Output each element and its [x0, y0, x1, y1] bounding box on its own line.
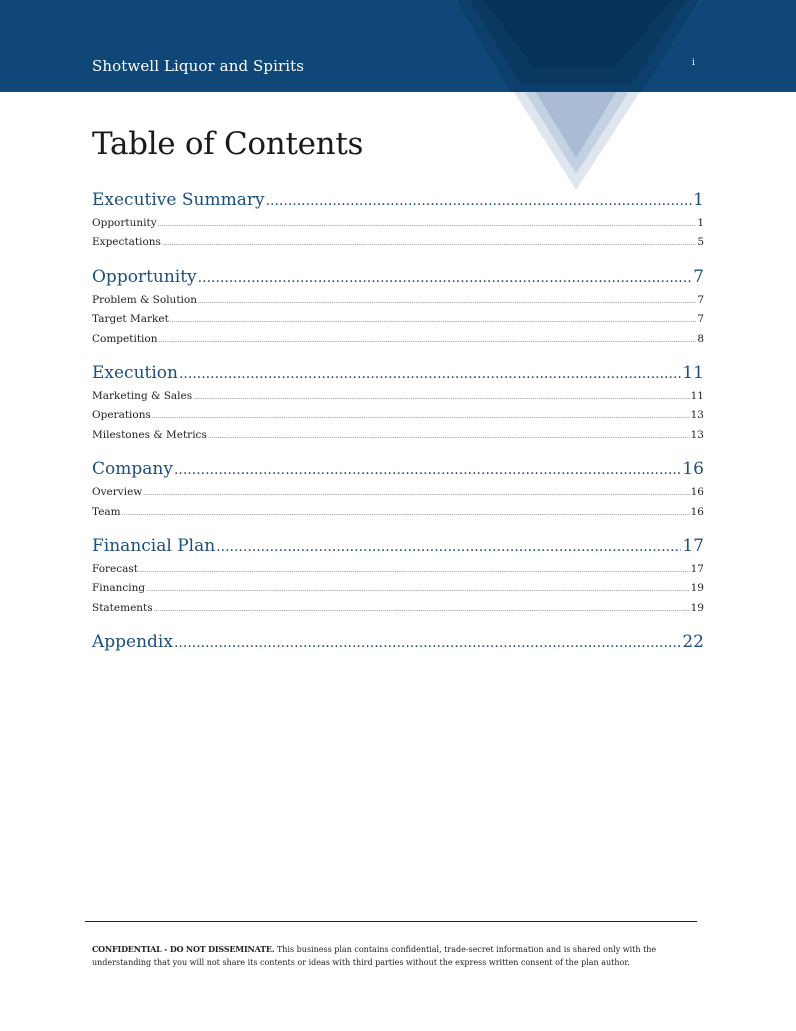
dot-leader — [154, 600, 690, 618]
toc-item-link[interactable] — [92, 599, 704, 618]
toc-item-page: 19 — [690, 582, 704, 595]
toc-item-link[interactable] — [92, 483, 704, 502]
toc-heading-link[interactable] — [92, 532, 704, 560]
toc-item-label: Overview — [92, 486, 143, 499]
dot-leader — [122, 504, 690, 522]
toc-item-label: Marketing & Sales — [92, 389, 193, 402]
dot-leader — [170, 311, 697, 329]
toc-heading-label: Executive Summary — [92, 190, 265, 210]
dot-leader — [193, 388, 690, 406]
dot-leader — [159, 331, 697, 349]
toc-item-link[interactable] — [92, 579, 704, 598]
toc-item-label: Statements — [92, 601, 153, 614]
toc-section-opportunity — [92, 263, 704, 349]
page-title: Table of Contents — [92, 126, 364, 162]
toc-heading-label: Financial Plan — [92, 535, 216, 556]
toc-item-page: 1 — [697, 217, 704, 229]
dot-leader — [198, 292, 696, 310]
toc-heading-link[interactable] — [92, 186, 704, 214]
dot-leader — [139, 561, 690, 579]
toc-item-page: 11 — [690, 389, 704, 402]
toc-heading-label: Execution — [92, 362, 178, 383]
toc-item-link[interactable] — [92, 406, 704, 425]
dot-leader — [179, 360, 681, 387]
toc-item-label: Team — [92, 505, 121, 518]
dot-leader — [152, 407, 690, 425]
toc-section-execution — [92, 359, 704, 445]
dot-leader — [266, 187, 693, 214]
toc-item-page: 19 — [690, 601, 704, 614]
toc-heading-page: 16 — [682, 459, 704, 480]
toc-item-link[interactable] — [92, 310, 704, 329]
page-number: i — [692, 58, 695, 68]
toc-heading-page: 7 — [693, 266, 704, 287]
dot-leader — [174, 456, 681, 483]
dot-leader — [174, 629, 681, 656]
notice-label: CONFIDENTIAL - DO NOT DISSEMINATE. — [92, 944, 275, 954]
toc-item-page: 17 — [690, 562, 704, 575]
dot-leader — [198, 264, 693, 291]
toc-item-link[interactable] — [92, 560, 704, 579]
toc-heading-link[interactable] — [92, 455, 704, 483]
toc-item-link[interactable] — [92, 214, 704, 233]
toc-heading-page: 17 — [682, 535, 704, 556]
dot-leader — [143, 484, 689, 502]
toc-section-appendix — [92, 628, 704, 656]
toc-heading-label: Appendix — [92, 632, 173, 653]
dot-leader — [216, 533, 681, 560]
toc-item-page: 13 — [690, 428, 704, 441]
toc-item-page: 8 — [697, 332, 704, 345]
toc-item-label: Problem & Solution — [92, 293, 197, 306]
toc-item-page: 16 — [690, 486, 704, 499]
toc-item-label: Forecast — [92, 562, 139, 575]
toc-heading-label: Company — [92, 459, 173, 480]
toc-item-link[interactable] — [92, 387, 704, 406]
toc-item-label: Operations — [92, 409, 151, 422]
toc-section-executive-summary — [92, 186, 704, 253]
table-of-contents — [92, 186, 704, 666]
toc-heading-link[interactable] — [92, 263, 704, 291]
toc-heading-link[interactable] — [92, 628, 704, 656]
toc-item-label: Financing — [92, 582, 146, 595]
toc-section-company — [92, 455, 704, 522]
toc-item-link[interactable] — [92, 426, 704, 445]
toc-heading-page: 11 — [682, 362, 704, 383]
toc-item-page: 16 — [690, 505, 704, 518]
toc-item-link[interactable] — [92, 330, 704, 349]
toc-item-link[interactable] — [92, 291, 704, 310]
toc-heading-page: 22 — [682, 632, 704, 653]
toc-item-page: 13 — [690, 409, 704, 422]
toc-heading-label: Opportunity — [92, 266, 197, 287]
footer-divider — [85, 921, 697, 922]
toc-item-label: Target Market — [92, 313, 169, 326]
toc-heading-link[interactable] — [92, 359, 704, 387]
dot-leader — [146, 580, 689, 598]
toc-item-label: Opportunity — [92, 217, 157, 229]
dot-leader — [158, 215, 697, 233]
toc-item-page: 7 — [697, 313, 704, 326]
dot-leader — [208, 427, 690, 445]
toc-item-page: 5 — [697, 236, 704, 249]
company-name: Shotwell Liquor and Spirits — [92, 57, 305, 75]
toc-item-link[interactable] — [92, 233, 704, 252]
triangle-overlay — [0, 0, 796, 92]
toc-item-label: Competition — [92, 332, 158, 345]
toc-item-label: Expectations — [92, 236, 161, 249]
toc-section-financial-plan — [92, 532, 704, 618]
dot-leader — [162, 234, 696, 252]
toc-item-label: Milestones & Metrics — [92, 428, 207, 441]
notice-text: This business plan contains confidential, trade-secret information and is shared only with the understanding that you will not share its contents or ideas with third parties without the express written consent of the plan author. — [92, 945, 657, 967]
toc-heading-page: 1 — [693, 190, 704, 210]
toc-item-link[interactable] — [92, 503, 704, 522]
confidentiality-notice — [92, 943, 692, 969]
toc-item-page: 7 — [697, 293, 704, 306]
